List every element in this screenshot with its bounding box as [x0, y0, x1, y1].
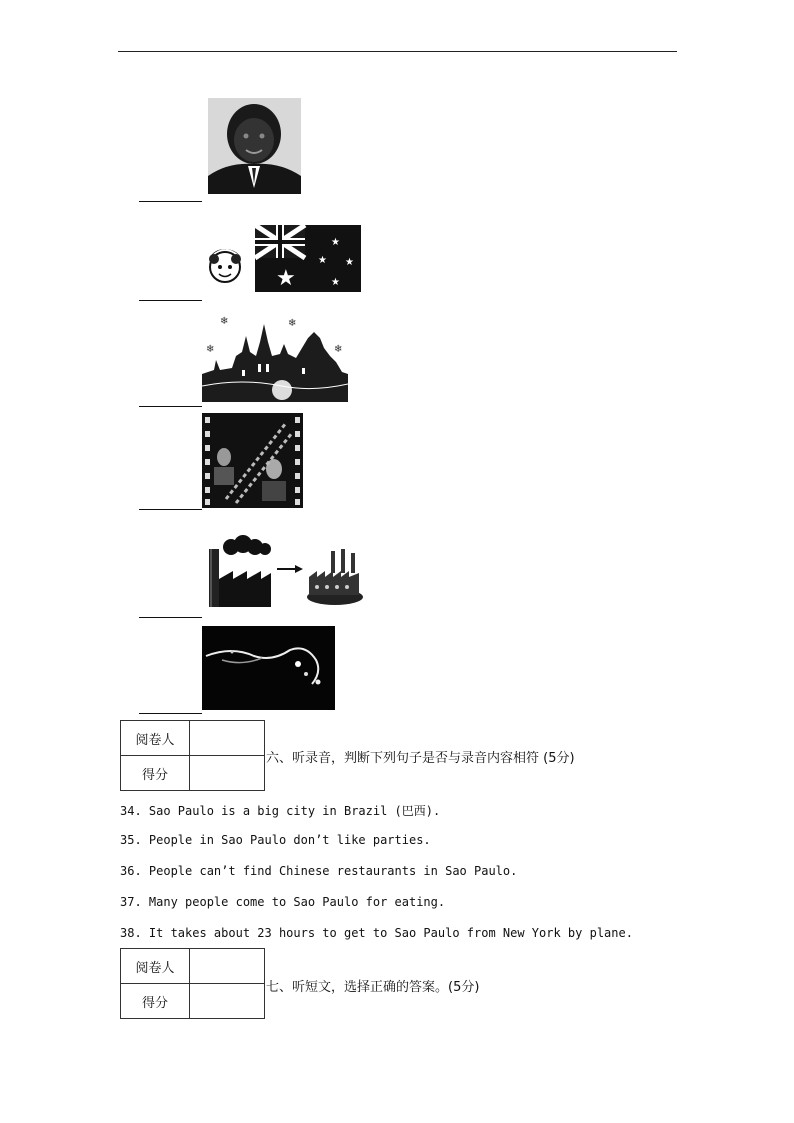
svg-text:❄: ❄: [206, 344, 215, 355]
grader-cell: [190, 721, 265, 756]
svg-text:★: ★: [318, 255, 327, 266]
section6-score-table: [120, 720, 265, 791]
answer-blank-4: [139, 509, 202, 510]
factory-to-city-arrow: [205, 535, 365, 610]
svg-text:❄: ❄: [288, 318, 297, 329]
grader-label: 阅卷人: [121, 721, 190, 756]
dark-night-photo: [202, 626, 335, 710]
answer-blank-1: [139, 201, 202, 202]
answer-blank-3: [139, 406, 202, 407]
svg-text:★: ★: [331, 237, 340, 248]
question-34: 34. Sao Paulo is a big city in Brazil (巴西).: [120, 804, 441, 818]
snowy-palace-cityscape: [202, 312, 348, 402]
question-35: 35. People in Sao Paulo don’t like parties.: [120, 833, 431, 847]
answer-blank-2: [139, 300, 202, 301]
section6-title: 六、听录音，判断下列句子是否与录音内容相符 (5分): [266, 751, 575, 766]
grader-cell: [190, 949, 265, 984]
header-rule: [118, 51, 677, 52]
score-label: 得分: [121, 756, 190, 791]
man-portrait-photo: [208, 98, 301, 194]
answer-blank-6: [139, 713, 202, 714]
question-37: 37. Many people come to Sao Paulo for eating.: [120, 895, 446, 909]
section7-title: 七、听短文，选择正确的答案。(5分): [266, 980, 480, 995]
grader-label: 阅卷人: [121, 949, 190, 984]
svg-text:★: ★: [331, 277, 340, 288]
section7-score-table: [120, 948, 265, 1019]
question-36: 36. People can’t find Chinese restaurants in Sao Paulo.: [120, 864, 518, 878]
answer-blank-5: [139, 617, 202, 618]
svg-text:★: ★: [345, 257, 354, 268]
score-cell: [190, 984, 265, 1019]
svg-text:❄: ❄: [220, 316, 229, 327]
question-38: 38. It takes about 23 hours to get to Sao Paulo from New York by plane.: [120, 926, 633, 940]
film-strip-movie-poster: [202, 413, 303, 508]
score-label: 得分: [121, 984, 190, 1019]
girl-and-australian-flag: [205, 223, 362, 293]
score-cell: [190, 756, 265, 791]
svg-text:★: ★: [276, 266, 296, 291]
svg-text:❄: ❄: [334, 344, 343, 355]
